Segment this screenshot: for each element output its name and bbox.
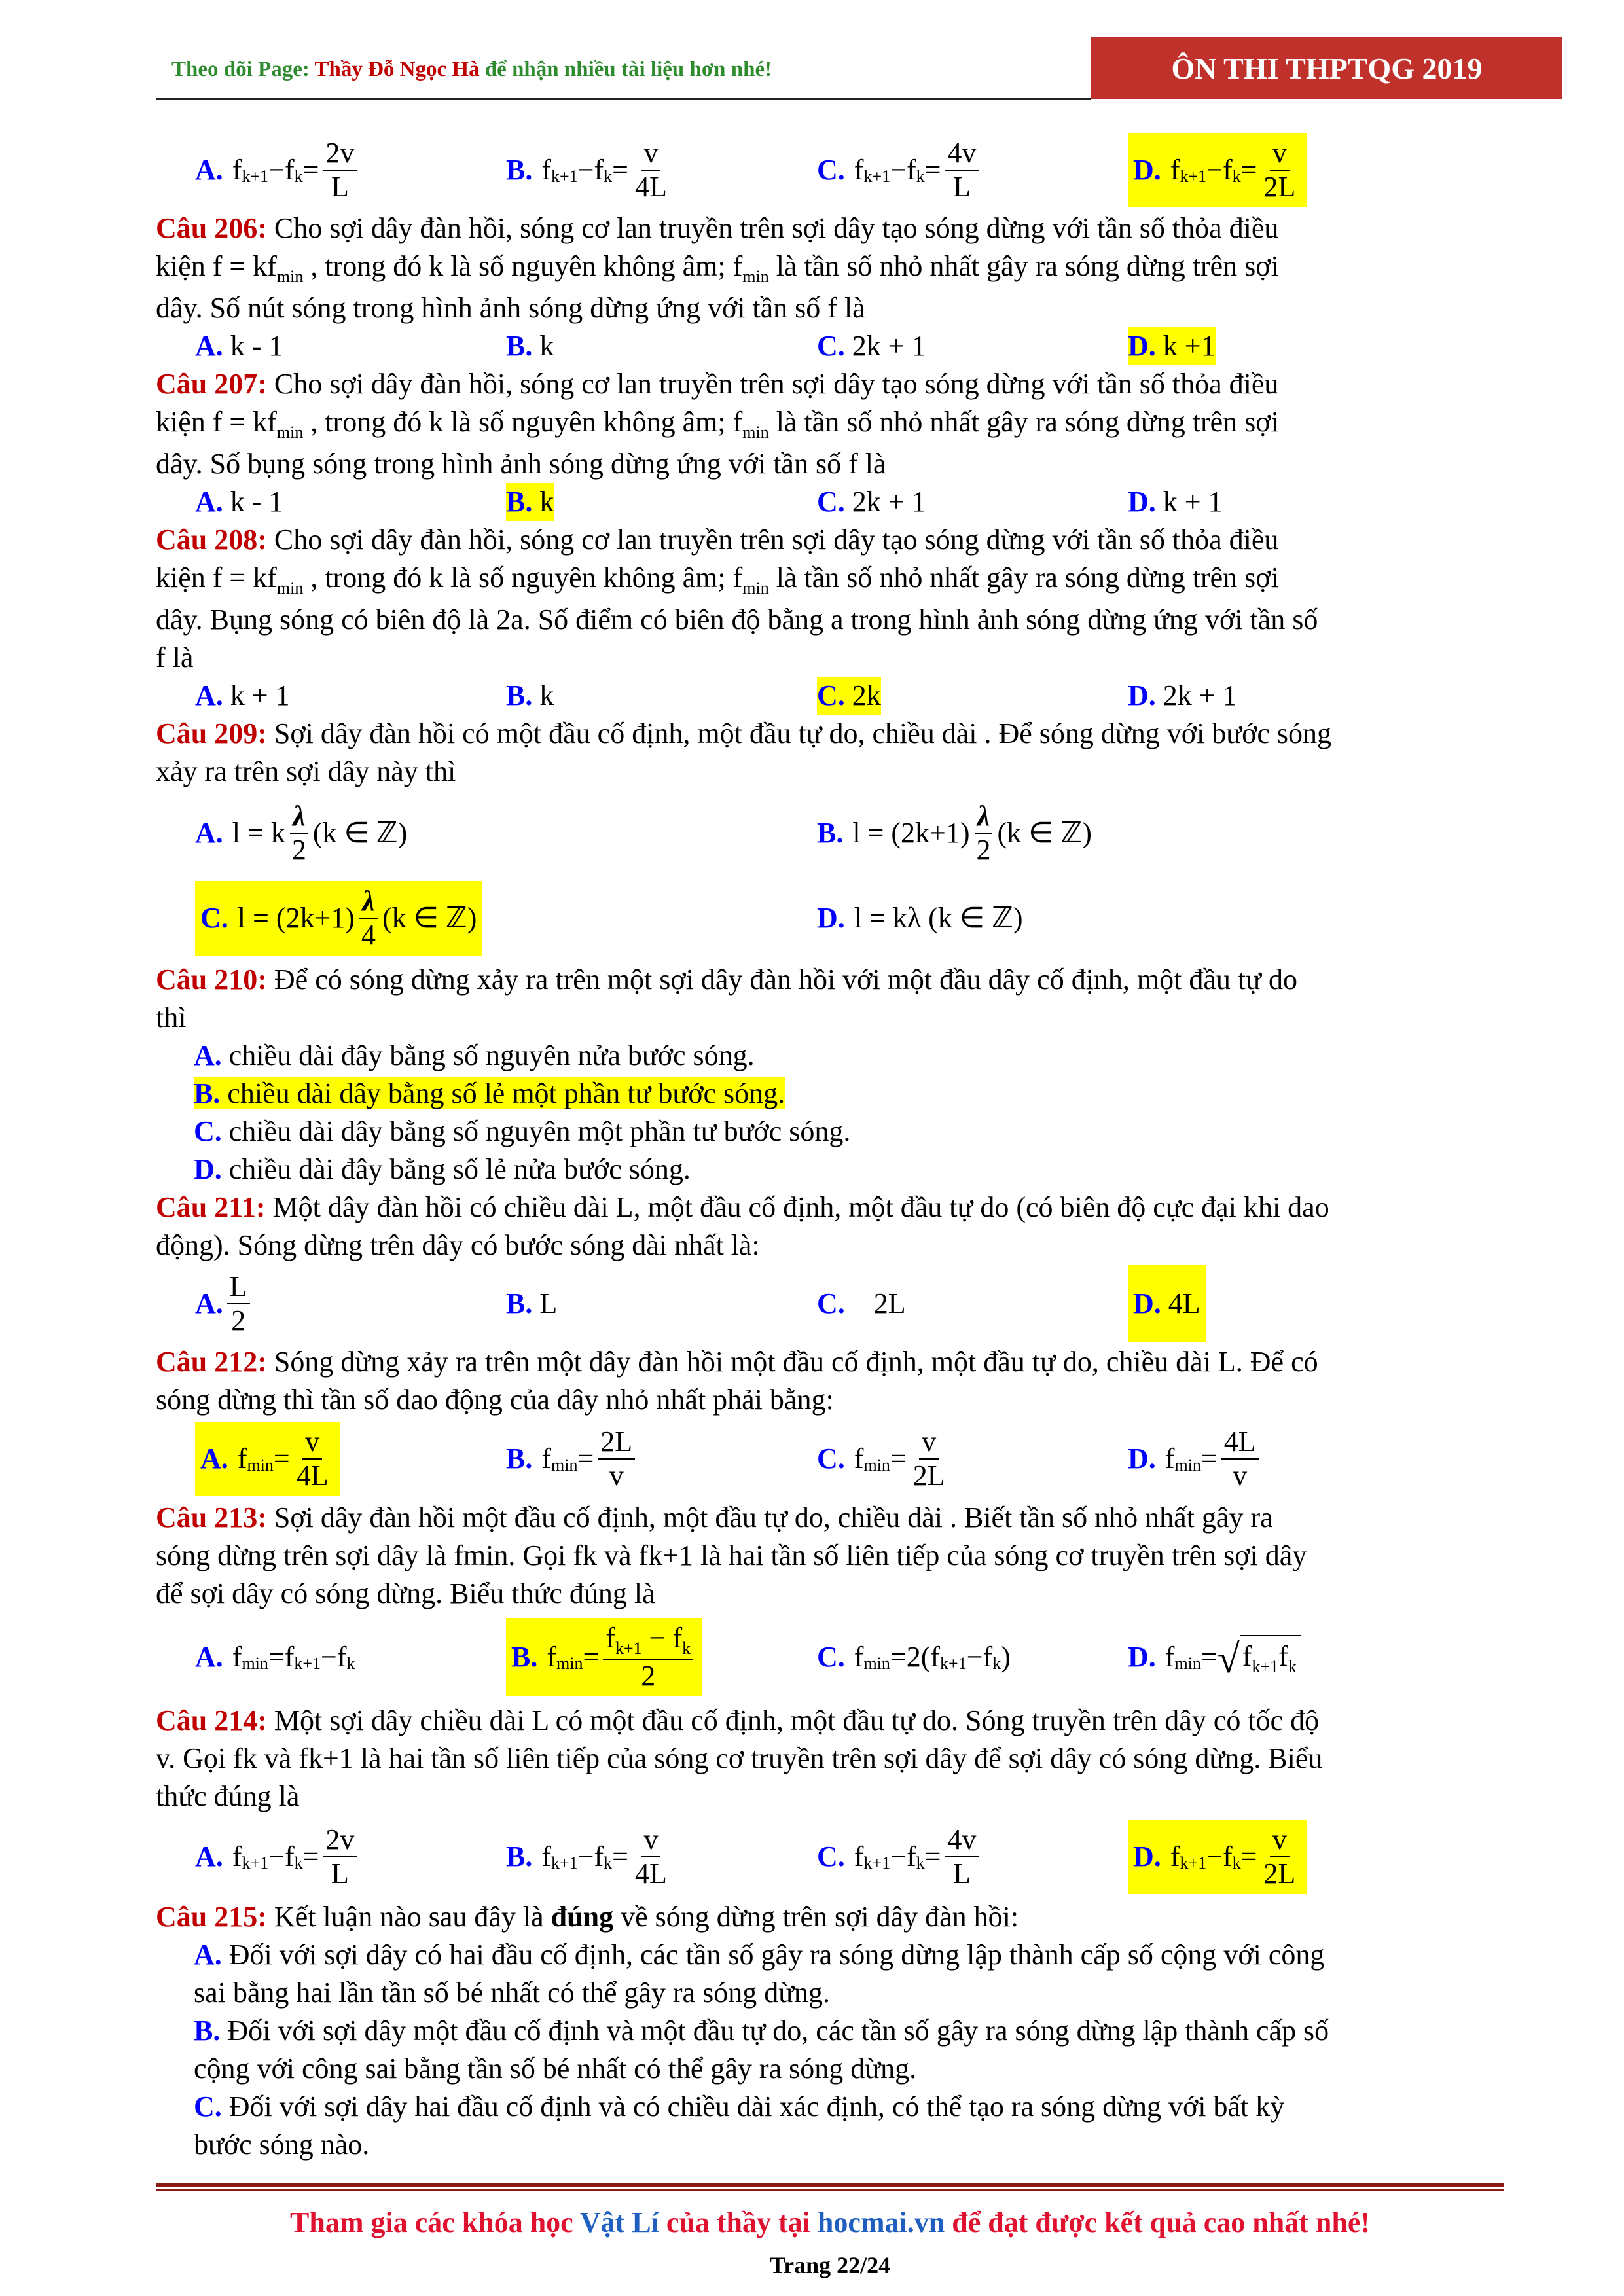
q213-stem-3: để sợi dây có sóng dừng. Biểu thức đúng là — [156, 1577, 655, 1609]
q210-stem-2: thì — [156, 1001, 187, 1033]
q212-stem-2: sóng dừng thì tần số dao động của dây nhỏ nhất phải bằng: — [156, 1384, 834, 1416]
q210-option-a: A. chiều dài đây bằng số nguyên nửa bước sóng. — [194, 1039, 755, 1071]
header-divider — [156, 98, 1091, 100]
q214-option-b: B. f k+1 − f k = $\frac{v}{4L}$ — [506, 1823, 667, 1890]
q207-stem: Câu 207: Cho sợi dây đàn hồi, sóng cơ lan truyền trên sợi dây tạo sóng dừng với tần số thỏa điều — [156, 368, 1279, 400]
q214-option-c: C. f k+1 − f k = $\frac{4v}{L}$ — [817, 1823, 1128, 1890]
q212-option-c: C. f min = $\frac{v}{2L}$ — [817, 1426, 945, 1492]
q209-options-cd — [156, 876, 1504, 961]
q215-option-c-cont: bước sóng nào. — [194, 2128, 370, 2161]
footer-promo: Tham gia các khóa học Vật Lí của thầy tại hocmai.vn để đạt được kết quả cao nhất nhé! — [290, 2206, 1370, 2238]
q213-stem: Câu 213: Sợi dây đàn hồi một đầu cố định, một đầu tự do, chiều dài . Biết tần số nhỏ nhất gây ra — [156, 1501, 1273, 1534]
q207-stem-3: dây. Số bụng sóng trong hình ảnh sóng dừng ứng với tần số f là — [156, 448, 886, 480]
q206-stem: Câu 206: Cho sợi dây đàn hồi, sóng cơ lan truyền trên sợi dây tạo sóng dừng với tần số thỏa điều — [156, 212, 1279, 244]
footer-site-link[interactable]: hocmai.vn — [817, 2206, 945, 2238]
q215-option-a: A. Đối với sợi dây có hai đầu cố định, các tần số gây ra sóng dừng lập thành cấp số cộng với công — [194, 1939, 1325, 1971]
header-page-name[interactable]: Thầy Đỗ Ngọc Hà — [314, 58, 480, 81]
q213-option-c: C. f min = 2( f k+1 − f k ) — [817, 1641, 1011, 1673]
q208-options — [156, 677, 1504, 715]
q206-stem-3: dây. Số nút sóng trong hình ảnh sóng dừng ứng với tần số f là — [156, 292, 865, 324]
q215-stem: Câu 215: Kết luận nào sau đây là đúng về sóng dừng trên sợi dây đàn hồi: — [156, 1901, 1019, 1933]
q211-stem-2: động). Sóng dừng trên dây có bước sóng dài nhất là: — [156, 1229, 760, 1261]
q214-option-d: D. f k+1 − f k = $\frac{v}{2L}$ — [1128, 1820, 1439, 1894]
q210-stem: Câu 210: Để có sóng dừng xảy ra trên một sợi dây đàn hồi với một đầu dây cố định, một đầu tự do — [156, 963, 1297, 996]
q209-option-a: A. l = k $\frac{\lambda}{2}$ (k ∈ ℤ) — [195, 800, 408, 866]
q206-stem-2: kiện $f = kf_{min}$ , trong đó k là số nguyên không âm; $f_{min}$ là tần số nhỏ nhất gây ra sóng dừng trên sợi — [156, 250, 1279, 286]
q209-stem: Câu 209: Sợi dây đàn hồi có một đầu cố định, một đầu tự do, chiều dài . Để sóng dừng với bước sóng — [156, 717, 1332, 749]
q211-options — [156, 1265, 1504, 1343]
q210-option-c: C. chiều dài dây bằng số nguyên một phần tư bước sóng. — [194, 1115, 851, 1147]
footer-divider-thin — [156, 2189, 1504, 2191]
q212-option-d: D. f min = $\frac{4L}{v}$ — [1128, 1426, 1439, 1492]
q214-stem-2: v. Gọi fk và fk+1 là hai tần số liên tiếp của sóng cơ truyền trên sợi dây để sợi dây có sóng dừng. Biểu — [156, 1742, 1323, 1774]
q205-option-d: D. f k+1 − f k = $\frac{v}{2L}$ — [1128, 133, 1439, 207]
q207-stem-2: kiện $f = kf_{min}$ , trong đó k là số nguyên không âm; $f_{min}$ là tần số nhỏ nhất gây ra sóng dừng trên sợi — [156, 406, 1279, 442]
q212-options — [156, 1419, 1504, 1499]
q206-options — [156, 327, 1504, 365]
page-number: Trang 22/24 — [769, 2252, 891, 2278]
q209-option-b: B. l = (2k+1) $\frac{\lambda}{2}$ (k ∈ ℤ) — [817, 800, 1092, 866]
q215-option-a-cont: sai bằng hai lần tần số bé nhất có thể gây ra sóng dừng. — [194, 1977, 831, 2009]
q208-option-b: B. k — [506, 679, 554, 711]
q207-option-a: A. k - 1 — [195, 486, 283, 518]
q211-option-a: A. $\frac{L}{2}$ — [195, 1270, 506, 1337]
q205-option-c: C. f k+1 − f k = $\frac{4v}{L}$ — [817, 137, 1128, 204]
q209-option-c: C. l = (2k+1) $\frac{\lambda}{4}$ (k ∈ ℤ) — [195, 881, 817, 956]
q208-option-d: D. 2k + 1 — [1128, 679, 1237, 711]
q207-option-d: D. k + 1 — [1128, 486, 1223, 518]
header-follow-text: Theo dõi Page: Thầy Đỗ Ngọc Hà để nhận nhiều tài liệu hơn nhé! — [171, 58, 772, 81]
q207-option-c: C. 2k + 1 — [817, 486, 926, 518]
exam-badge: ÔN THI THPTQG 2019 — [1091, 37, 1562, 99]
q213-option-b: B. f min = $\frac{f_{k+1} - f_k}{2}$ — [506, 1618, 817, 1696]
q207-options — [156, 483, 1504, 521]
q213-option-d: D. f min = √ $f_{k+1}f_k$ — [1128, 1635, 1439, 1679]
footer-divider-thick — [156, 2183, 1504, 2187]
q211-option-c: C. 2L — [817, 1287, 906, 1319]
q208-option-c: C. 2k — [817, 677, 1128, 715]
q215-option-c: C. Đối với sợi dây hai đầu cố định và có chiều dài xác định, có thể tạo ra sóng dừng với bất kỳ — [194, 2090, 1285, 2123]
q208-stem: Câu 208: Cho sợi dây đàn hồi, sóng cơ lan truyền trên sợi dây tạo sóng dừng với tần số thỏa điều — [156, 524, 1279, 556]
q206-option-c: C. 2k + 1 — [817, 330, 926, 362]
q209-options-ab — [156, 791, 1504, 876]
q210-option-b: B. chiều dài dây bằng số lẻ một phần tư bước sóng. — [194, 1077, 785, 1109]
q214-stem: Câu 214: Một sợi dây chiều dài L có một đầu cố định, một đầu tự do. Sóng truyền trên dây có tốc độ — [156, 1704, 1320, 1736]
q214-options — [156, 1816, 1504, 1898]
q213-stem-2: sóng dừng trên sợi dây là fmin. Gọi fk và fk+1 là hai tần số liên tiếp của sóng cơ truyền trên sợi dây — [156, 1539, 1307, 1571]
q207-option-b: B. k — [506, 483, 817, 521]
q211-option-d: D. 4L — [1128, 1265, 1439, 1342]
q213-option-a: A. f min = f k+1 − f k — [195, 1641, 355, 1673]
q206-option-d: D. k +1 — [1128, 327, 1439, 365]
q211-stem: Câu 211: Một dây đàn hồi có chiều dài L, một đầu cố định, một đầu tự do (có biên độ cực đại khi dao — [156, 1191, 1329, 1223]
q212-option-b: B. f min = $\frac{2L}{v}$ — [506, 1426, 817, 1492]
q205-option-b: B. f k+1 − f k = $\frac{v}{4L}$ — [506, 137, 667, 203]
q208-stem-3: dây. Bụng sóng có biên độ là 2a. Số điểm có biên độ bằng a trong hình ảnh sóng dừng ứng với tần số — [156, 603, 1318, 636]
q211-option-b: B. L — [506, 1287, 558, 1319]
q206-option-a: A. k - 1 — [195, 330, 283, 362]
q212-option-a: A. f min = $\frac{v}{4L}$ — [195, 1422, 506, 1496]
q210-option-d: D. chiều dài đây bằng số lẻ nửa bước sóng. — [194, 1153, 691, 1185]
q209-option-d: D. l = kλ (k ∈ ℤ) — [817, 902, 1023, 934]
q215-option-b: B. Đối với sợi dây một đầu cố định và một đầu tự do, các tần số gây ra sóng dừng lập thành cấp số — [194, 2015, 1329, 2047]
q208-stem-4: f là — [156, 641, 194, 673]
q209-stem-2: xảy ra trên sợi dây này thì — [156, 755, 456, 787]
q213-options — [156, 1613, 1504, 1702]
q215-option-b-cont: cộng với công sai bằng tần số bé nhất có thể gây ra sóng dừng. — [194, 2053, 917, 2085]
page-content — [156, 131, 1504, 2164]
q205-option-a: A. f k+1 − f k = $\frac{2v}{L}$ — [195, 137, 506, 204]
q214-stem-3: thức đúng là — [156, 1780, 300, 1812]
q214-option-a: A. f k+1 − f k = $\frac{2v}{L}$ — [195, 1823, 506, 1890]
q205-options — [156, 131, 1504, 209]
q208-option-a: A. k + 1 — [195, 679, 290, 711]
q208-stem-2: kiện $f = kf_{min}$ , trong đó k là số nguyên không âm; $f_{min}$ là tần số nhỏ nhất gây ra sóng dừng trên sợi — [156, 562, 1279, 598]
sqrt-symbol: √ $f_{k+1}f_k$ — [1218, 1635, 1301, 1679]
q212-stem: Câu 212: Sóng dừng xảy ra trên một dây đàn hồi một đầu cố định, một đầu tự do, chiều dài L. Để có — [156, 1346, 1318, 1378]
q206-option-b: B. k — [506, 330, 554, 362]
